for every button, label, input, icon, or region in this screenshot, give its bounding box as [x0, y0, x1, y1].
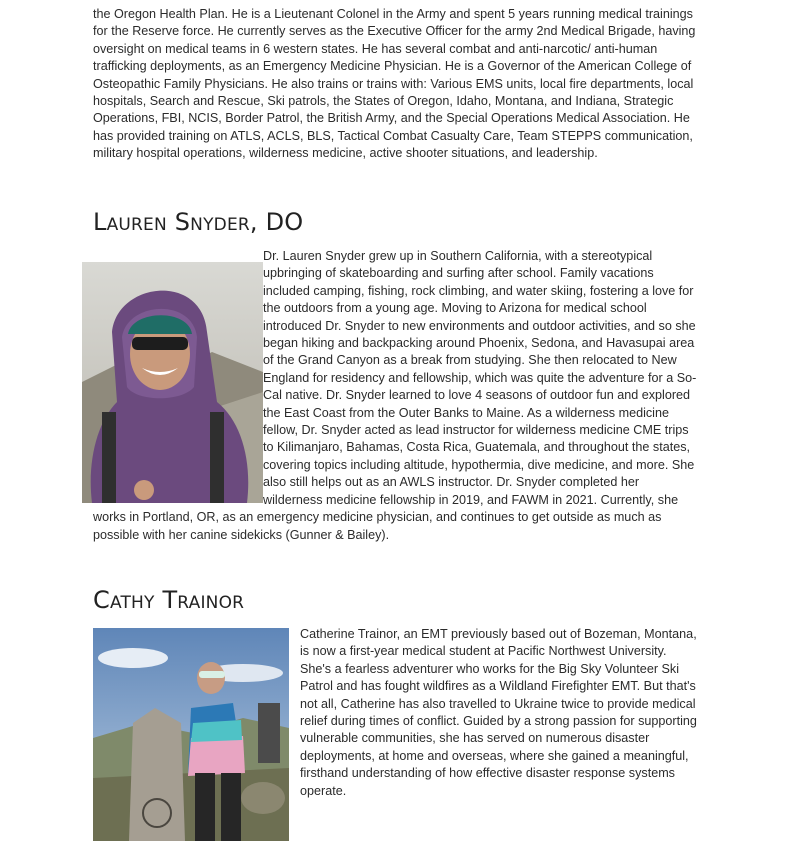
- lauren-bio-text: Dr. Lauren Snyder grew up in Southern California, with a stereotypical upbringing of skateboarding and surfing after school. Family vacations included camping, fishing, rock climbing, and water skiing, fostering a love for the outdoors from a young age. Moving to Arizona for medical school introduced Dr. Snyder to new environments and outdoor activities, and so she began hiking and backpacking around Phoenix, Sedona, and Havasupai area of the Grand Canyon as a break from studying. She then relocated to New England for residency and fellowship, which was quite the adventure for a So-Cal native. Dr. Snyder learned to love 4 seasons of outdoor fun and explored the East Coast from the Outer Banks to Maine. As a wilderness medicine fellow, Dr. Snyder acted as lead instructor for wilderness medicine CME trips to Kilimanjaro, Bahamas, Costa Rica, Guatemala, and throughout the states, covering topics including altitude, hypothermia, dive medicine, and more. She also still helps out as an AWLS instructor. Dr. Snyder completed her wilderness medicine fellowship in 2019, and FAWM in 2021. Currently, she works in Portland, OR, as an emergency medicine physician, and continues to get outside as much as possible with her canine sidekicks (Gunner & Bailey).: [93, 249, 697, 542]
- intro-paragraph: the Oregon Health Plan. He is a Lieutenant Colonel in the Army and spent 5 years running medical trainings for the Reserve force. He currently serves as the Executive Officer for the army 2nd Medical Brigade, having oversight on medical teams in 6 western states. He has several combat and anti-narcotic/ anti-human trafficking deployments, as an Emergency Medicine Physician. He is a Governor of the American College of Osteopathic Family Physicians. He also trains or trains with: Various EMS units, local fire departments, local hospitals, Search and Rescue, Ski patrols, the States of Oregon, Idaho, Montana, and Indiana, Strategic Operations, FBI, NCIS, Border Patrol, the British Army, and the Special Operations Medical Association. He has provided training on ATLS, ACLS, BLS, Tactical Combat Casualty Care, Team STEPPS communication, military hospital operations, wilderness medicine, active shooter situations, and leadership.: [93, 7, 696, 161]
- cathy-bio: Catherine Trainor, an EMT previously based out of Bozeman, Montana, is now a first-year medical student at Pacific Northwest University. She's a fearless adventurer who works for the Big Sky Volunteer Ski Patrol and has fought wildfires as a Wildland Firefighter EMT. But that's not all, Catherine has also travelled to Ukraine twice to provide medical relief during times of conflict. Guided by a strong passion for supporting vulnerable communities, she has served on numerous disaster deployments, at home and overseas, where she gained a meaningful, firsthand understanding of how effective disaster response systems operate.: [300, 627, 697, 798]
- lauren-name-heading: Lauren Snyder, DO: [93, 208, 304, 236]
- cathy-name-heading: Cathy Trainor: [93, 586, 245, 614]
- cathy-photo: [93, 628, 289, 841]
- lauren-bio: [93, 248, 699, 544]
